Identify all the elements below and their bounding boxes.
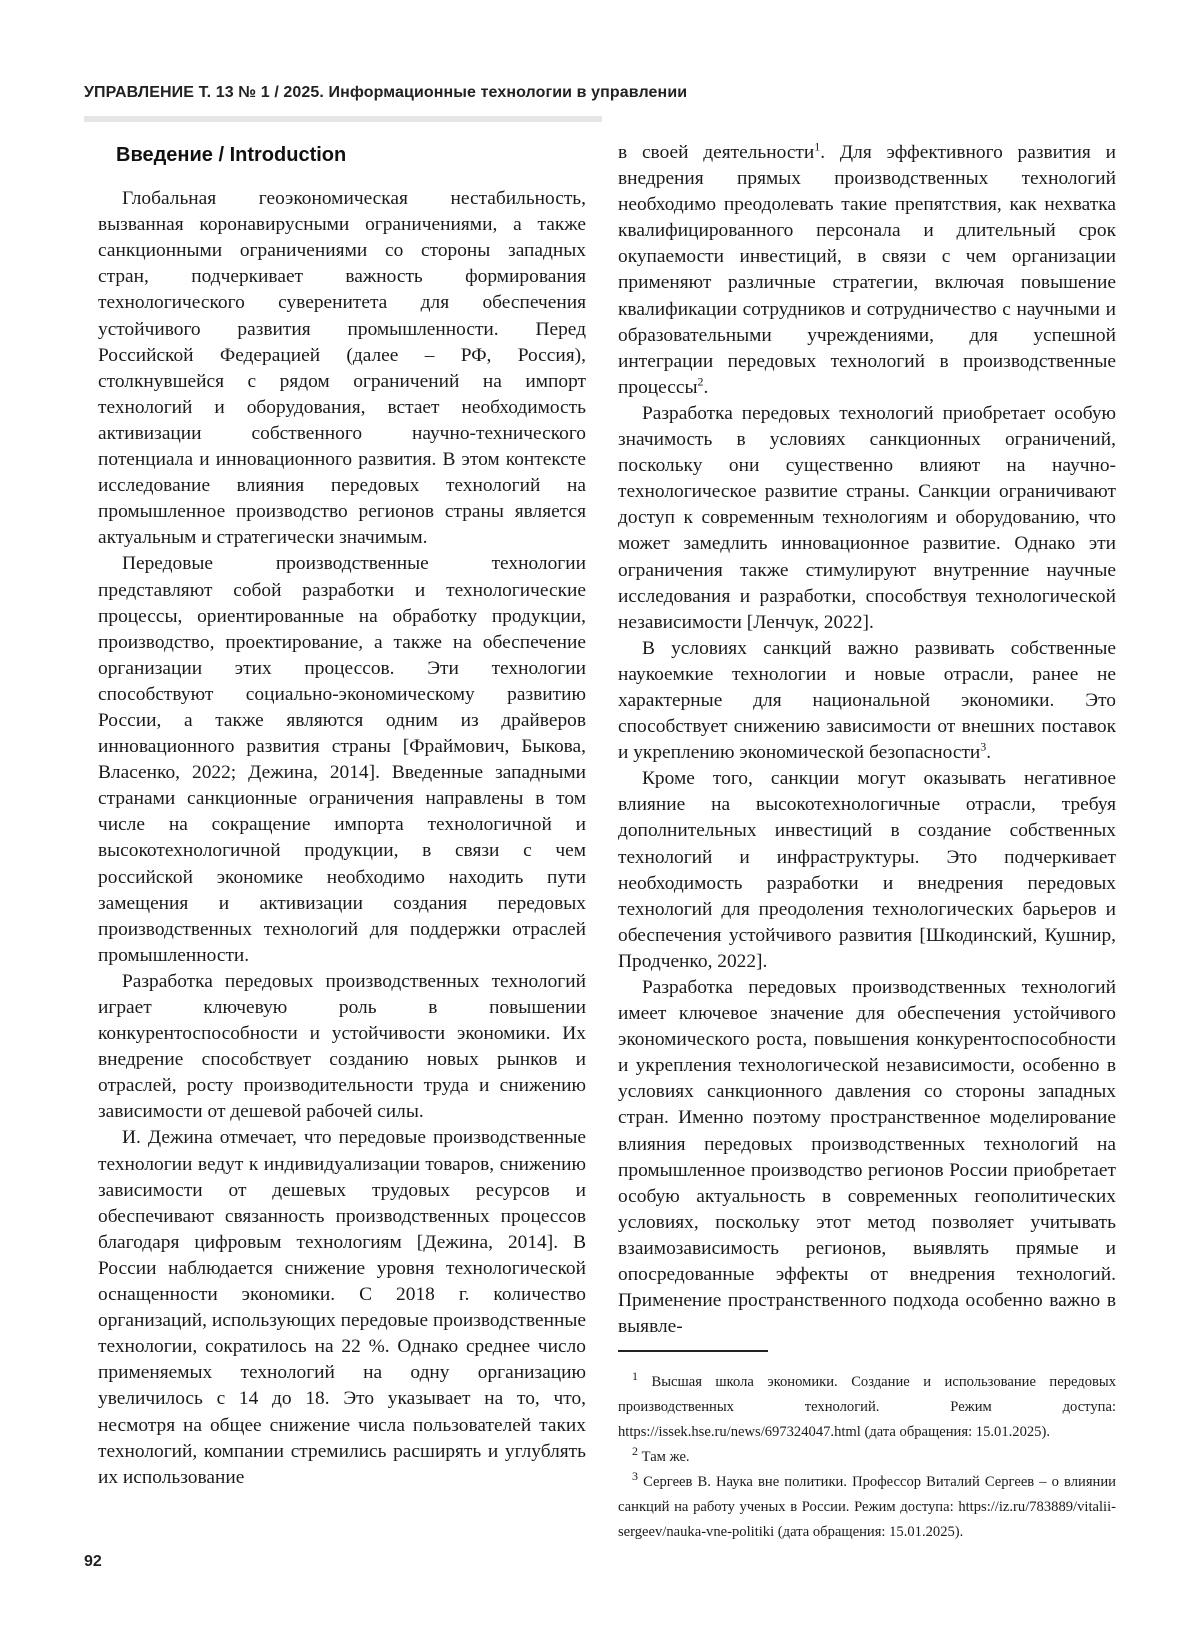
footnote (618, 1370, 1116, 1445)
footnote-ref: 1 (814, 139, 821, 154)
section-heading: Введение / Introduction (116, 144, 347, 166)
paragraph-text: В условиях санкций важно развивать собственные наукоемкие технологии и новые отрасли, ранее не характерные для национальной экономики. Это способствует снижению зависимости от внешних поставок и укреплению экономической безопасности (618, 637, 1116, 764)
paragraph-text: . Для эффективного развития и внедрения прямых производственных технологий необходимо преодолевать такие препятствия, как нехватка квалифицированного персонала и длительный срок окупаемости инвестиций, в связи с чем организации применяют различные стратегии, включая повышение квалификации сотрудников и сотрудничество с научными и образовательными учреждениями, для успешной интеграции передовых технологий в производственные процессы (618, 142, 1116, 398)
paragraph: Разработка передовых технологий приобретает особую значимость в условиях санкционных ограничений, поскольку они существенно влияют на научно-технологическое развитие страны. Санкции ограничивают доступ к современным технологиям и оборудованию, что может замедлить инновационное развитие. Однако эти ограничения также стимулируют внутренние научные исследования и разработки, способствуя технологической независимости [Ленчук, 2022]. (618, 402, 1116, 633)
footnote-ref: 3 (980, 739, 987, 754)
footnote-ref: 2 (697, 374, 704, 389)
footnote-separator (618, 1350, 768, 1352)
footnote (618, 1470, 1116, 1545)
footnote-text: Сергеев В. Наука вне политики. Профессор Виталий Сергеев – о влиянии санкций на работу ученых в России. Режим доступа: https://iz.ru/783889/vitalii-sergeev/nauka-vne-politiki (дата обращения: 15.01.2025). (618, 1474, 1116, 1541)
paragraph (618, 140, 1116, 401)
paragraph-text: . (986, 742, 992, 764)
paragraph: Разработка передовых производственных технологий имеет ключевое значение для обеспечения устойчивого экономического роста, повышения конкурентоспособности и укрепления технологической независимости, особенно в условиях санкционного давления со стороны западных стран. Именно поэтому пространственное моделирование влияния передовых производственных технологий на промышленное производство регионов России приобретает особую актуальность в современных геополитических условиях, поскольку этот метод позволяет учитывать взаимозависимость регионов, выявлять прямые и опосредованные эффекты от внедрения технологий. Применение пространственного подхода особенно важно в выявле- (618, 977, 1116, 1338)
paragraph-text: . (703, 376, 709, 398)
footnote-text: Там же. (641, 1449, 690, 1466)
paragraph: Глобальная геоэкономическая нестабильность, вызванная коронавирусными ограничениями, а также санкционными ограничениями со стороны западных стран, подчеркивает важность формирования технологического суверенитета для обеспечения устойчивого развития промышленности. Перед Российской Федерацией (далее – РФ, Россия), столкнувшейся с рядом ограничений на импорт технологий и оборудования, встает необходимость активизации собственного научно-технического потенциала и инновационного развития. В этом контексте исследование влияния передовых технологий на промышленное производство регионов страны является актуальным и стратегически значимым. (98, 188, 586, 549)
paragraph: Кроме того, санкции могут оказывать негативное влияние на высокотехнологичные отрасли, требуя дополнительных инвестиций в создание собственных технологий и инфраструктуры. Это подчеркивает необходимость разработки и внедрения передовых технологий для преодоления технологических барьеров и обеспечения устойчивого развития [Шкодинский, Кушнир, Продченко, 2022]. (618, 768, 1116, 972)
paragraph (618, 636, 1116, 766)
paragraph: И. Дежина отмечает, что передовые производственные технологии ведут к индивидуализации товаров, снижению зависимости от дешевых трудовых ресурсов и обеспечивают связанность производственных процессов благодаря цифровым технологиям [Дежина, 2014]. В России наблюдается снижение уровня технологической оснащенности экономики. С 2018 г. количество организаций, использующих передовые производственные технологии, сократилось на 22 %. Однако среднее число применяемых технологий на одну организацию увеличилось с 14 до 18. Это указывает на то, что, несмотря на общее снижение числа пользователей таких технологий, компании стремились расширять и углублять их использование (98, 1127, 586, 1488)
footnote-number: 3 (632, 1469, 638, 1484)
paragraph: Разработка передовых производственных технологий играет ключевую роль в повышении конкурентоспособности и устойчивости экономики. Их внедрение способствует созданию новых рынков и отраслей, росту производительности труда и снижению зависимости от дешевой рабочей силы. (98, 970, 586, 1123)
header-rule (84, 116, 602, 122)
paragraph-text: в своей деятельности (618, 142, 815, 163)
footnote (618, 1445, 1116, 1470)
running-header: УПРАВЛЕНИЕ Т. 13 № 1 / 2025. Информационные технологии в управлении (84, 84, 688, 101)
footnote-number: 2 (632, 1444, 638, 1459)
footnote-text: Высшая школа экономики. Создание и использование передовых производственных технологий. Режим доступа: https://issek.hse.ru/news/697324047.html (дата обращения: 15.01.2025). (618, 1374, 1116, 1441)
left-column (98, 140, 586, 1491)
paragraph: Передовые производственные технологии представляют собой разработки и технологические процессы, ориентированные на обработку продукции, производство, проектирование, а также на обеспечение организации этих процессов. Эти технологии способствуют социально-экономическому развитию России, а также являются одним из драйверов инновационного развития страны [Фраймович, Быкова, Власенко, 2022; Дежина, 2014]. Введенные западными странами санкционные ограничения направлены в том числе на сокращение импорта технологичной и высокотехнологичной продукции, в связи с чем российской экономике необходимо находить пути замещения и активизации создания передовых производственных технологий для поддержки отраслей промышленности. (98, 553, 586, 966)
page-number: 92 (84, 1553, 102, 1570)
footnote-number: 1 (632, 1369, 638, 1384)
right-column (618, 140, 1116, 1545)
